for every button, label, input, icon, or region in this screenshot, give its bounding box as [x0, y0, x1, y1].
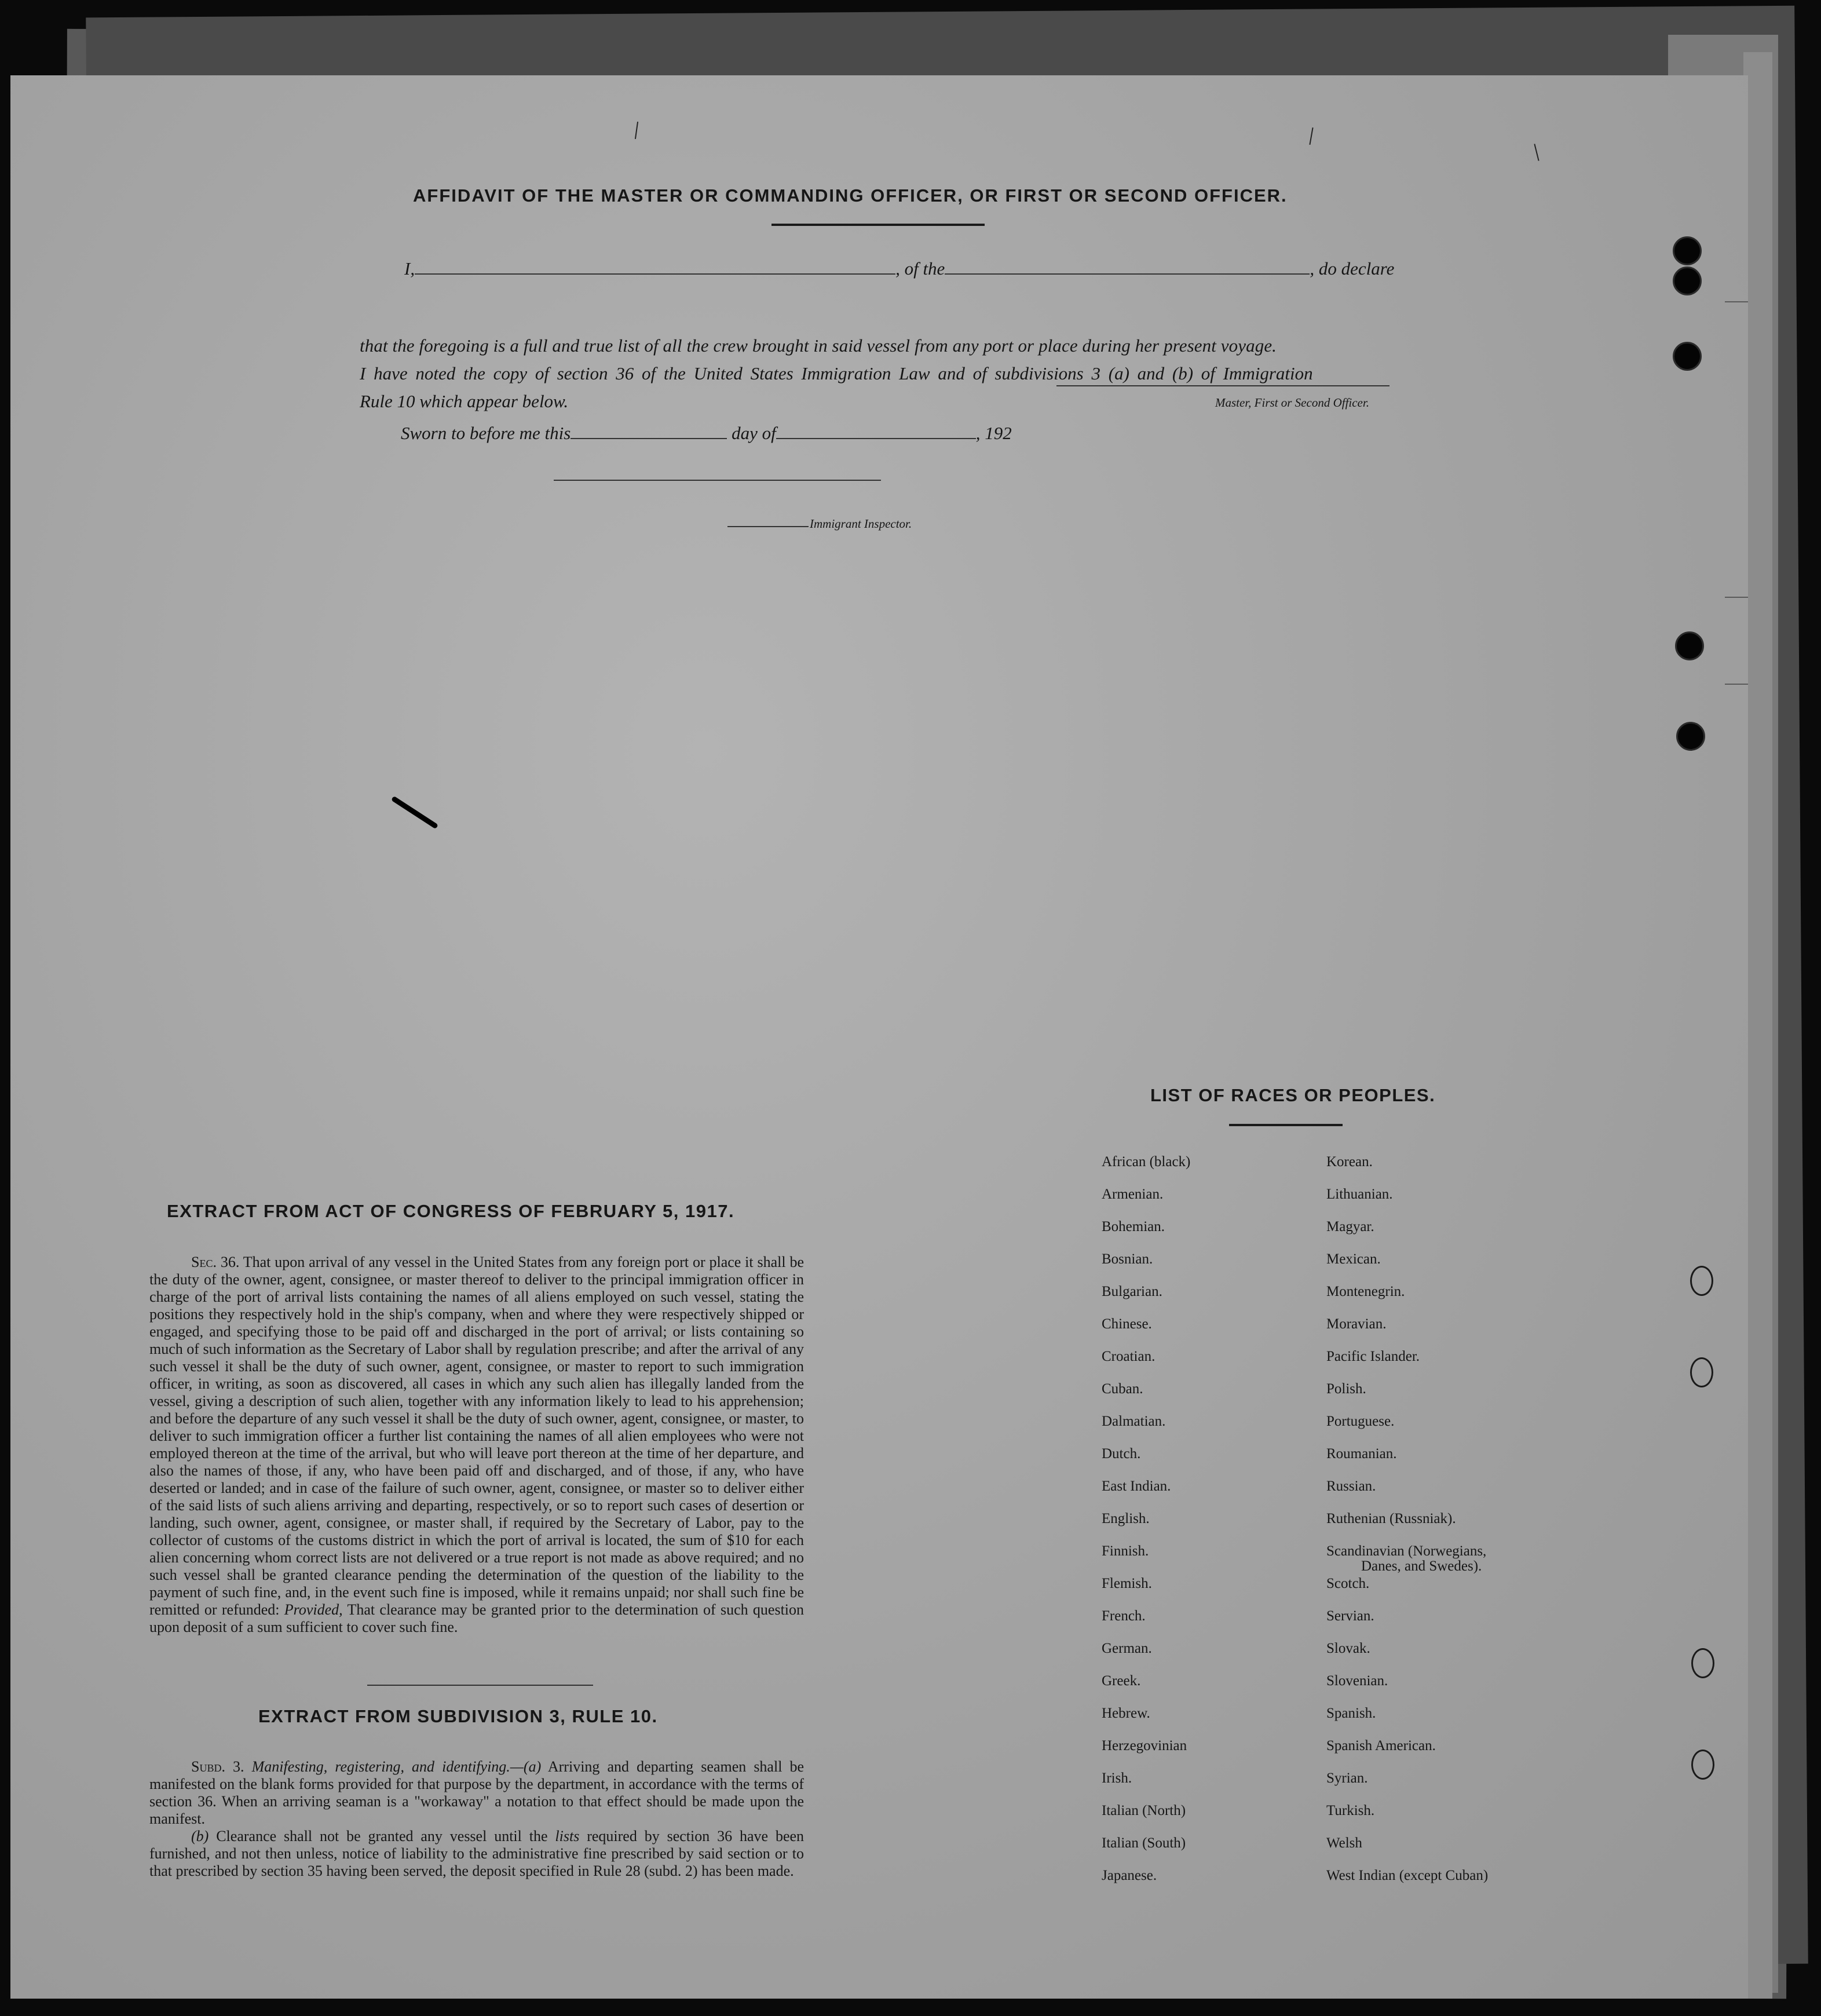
- binder-hole-3: [1673, 342, 1702, 371]
- subd-b-text-2: required by section 36 have been furnished, and not then unless, notice of liability to the administrative fine prescribed by said section or to that prescribed by section 35 having been served, the deposit specified in Rule 28 (subd. 2) has been made.: [149, 1828, 805, 1879]
- race-item: Moravian.: [1326, 1316, 1387, 1332]
- subd-b-text-1: Clearance shall not be granted any vessel until the: [216, 1828, 548, 1845]
- binder-hole-5: [1676, 722, 1705, 751]
- race-item: Russian.: [1326, 1478, 1376, 1494]
- race-item: West Indian (except Cuban): [1326, 1868, 1489, 1883]
- race-item: Ruthenian (Russniak).: [1326, 1511, 1456, 1526]
- sworn-month-field[interactable]: [776, 426, 976, 439]
- race-item: Chinese.: [1102, 1316, 1152, 1332]
- race-item: Spanish American.: [1326, 1738, 1436, 1754]
- document-page: [10, 75, 1748, 1999]
- races-title: LIST OF RACES OR PEOPLES.: [1150, 1085, 1436, 1105]
- subd-a-text: Arriving and departing seamen shall be manifested on the blank forms provided for that purpose by the department, in accordance with the terms of section 36. When an arriving seaman is a "workaway" a notation to that effect should be made upon the manifest.: [149, 1758, 805, 1827]
- race-item: Syrian.: [1326, 1770, 1368, 1786]
- race-item: Greek.: [1102, 1673, 1141, 1689]
- provided-word: Provided,: [284, 1601, 343, 1618]
- race-item: Finnish.: [1102, 1543, 1149, 1559]
- race-item: Slovak.: [1326, 1641, 1370, 1656]
- ring-hole-1: [1690, 1266, 1713, 1296]
- subd-label: Subd. 3.: [191, 1758, 244, 1775]
- scratch-mark: [1534, 144, 1539, 161]
- race-item: Servian.: [1326, 1608, 1374, 1624]
- lists-word: lists: [555, 1828, 580, 1845]
- sworn-year: , 192: [975, 423, 1012, 443]
- race-item: Scandinavian (Norwegians,: [1326, 1543, 1487, 1559]
- race-item: Dutch.: [1102, 1446, 1141, 1462]
- race-item: Portuguese.: [1326, 1414, 1395, 1429]
- races-title-rule: [1229, 1124, 1343, 1126]
- ring-hole-4: [1691, 1750, 1714, 1780]
- race-item: Korean.: [1326, 1154, 1373, 1170]
- race-item: Bulgarian.: [1102, 1284, 1162, 1299]
- page-edge-line: [1725, 684, 1748, 685]
- race-item: Turkish.: [1326, 1803, 1375, 1818]
- subd-b-label: (b): [191, 1828, 209, 1845]
- sworn-line: [401, 423, 1012, 444]
- race-item: Spanish.: [1326, 1705, 1376, 1721]
- of-the-label: , of the: [895, 258, 945, 279]
- subd-heading: Manifesting, registering, and identifying.—(a): [251, 1758, 542, 1775]
- race-item: Bohemian.: [1102, 1219, 1165, 1235]
- race-item: Croatian.: [1102, 1349, 1156, 1364]
- declarant-name-field[interactable]: [415, 262, 895, 275]
- scratch-mark: [1309, 127, 1313, 145]
- affidavit-title: AFFIDAVIT OF THE MASTER OR COMMANDING OFFICER, OR FIRST OR SECOND OFFICER.: [413, 185, 1288, 206]
- race-item: Irish.: [1102, 1770, 1132, 1786]
- section-36-label: Sec. 36.: [191, 1254, 240, 1270]
- master-signature-line[interactable]: [1056, 385, 1389, 386]
- ring-hole-2: [1690, 1357, 1713, 1387]
- binder-hole-1: [1673, 236, 1702, 265]
- race-item: Flemish.: [1102, 1576, 1152, 1591]
- race-item: Roumanian.: [1326, 1446, 1397, 1462]
- race-item: Mexican.: [1326, 1251, 1381, 1267]
- race-item: Italian (North): [1102, 1803, 1186, 1818]
- section-36-text: [149, 1254, 804, 1636]
- race-item: African (black): [1102, 1154, 1191, 1170]
- race-item: Slovenian.: [1326, 1673, 1388, 1689]
- extract-divider: [367, 1685, 593, 1686]
- act-extract-title: EXTRACT FROM ACT OF CONGRESS OF FEBRUARY 5, 1917.: [167, 1201, 735, 1221]
- sworn-day-of: day of: [732, 423, 776, 443]
- inspector-caption: Immigrant Inspector.: [810, 517, 912, 531]
- rule-10-text: [149, 1758, 804, 1880]
- page-edge-line: [1725, 301, 1748, 302]
- race-item: Montenegrin.: [1326, 1284, 1405, 1299]
- declarant-line: [404, 258, 1394, 279]
- binder-hole-4: [1675, 631, 1704, 660]
- race-item: Italian (South): [1102, 1835, 1186, 1851]
- race-item: Lithuanian.: [1326, 1186, 1393, 1202]
- race-item: Herzegovinian: [1102, 1738, 1187, 1754]
- affidavit-body-line: that the foregoing is a full and true list of all the crew brought in said vessel from any port or place during her present voyage.: [360, 335, 1277, 356]
- race-item: English.: [1102, 1511, 1150, 1526]
- race-item: East Indian.: [1102, 1478, 1171, 1494]
- declarant-i-label: I,: [404, 258, 415, 279]
- race-item: Scotch.: [1326, 1576, 1370, 1591]
- race-item: German.: [1102, 1641, 1152, 1656]
- affidavit-body-line: Rule 10 which appear below.: [360, 391, 569, 411]
- sworn-day-field[interactable]: [571, 426, 727, 439]
- race-item: Japanese.: [1102, 1868, 1157, 1883]
- ring-hole-3: [1691, 1648, 1714, 1678]
- page-edge-line: [1725, 597, 1748, 598]
- pencil-mark: [391, 796, 438, 830]
- scratch-mark: [635, 122, 638, 139]
- race-item: Hebrew.: [1102, 1705, 1150, 1721]
- race-item: Bosnian.: [1102, 1251, 1153, 1267]
- sworn-prefix: Sworn to before me this: [401, 423, 571, 443]
- race-item: Dalmatian.: [1102, 1414, 1166, 1429]
- race-item: Pacific Islander.: [1326, 1349, 1420, 1364]
- race-item: Armenian.: [1102, 1186, 1164, 1202]
- race-item-continuation: Danes, and Swedes).: [1361, 1558, 1482, 1574]
- vessel-name-field[interactable]: [945, 262, 1310, 275]
- affidavit-title-rule: [771, 224, 985, 226]
- rule-extract-title: EXTRACT FROM SUBDIVISION 3, RULE 10.: [258, 1706, 658, 1726]
- race-item: French.: [1102, 1608, 1146, 1624]
- section-36-body: That upon arrival of any vessel in the United States from any foreign port or place it shall be the duty of the owner, agent, consignee, or master thereof to deliver to the principal immigration officer in charge of the port of arrival lists containing the names of all aliens employed on such vessel, stating the positions they respectively hold in the ship's company, when and where they were respectively shipped or engaged, and specifying those to be paid off and discharged in the port of arrival; or lists containing so much of such information as the Secretary of Labor shall by regulation prescribe; and after the arrival of any such vessel it shall be the duty of such owner, agent, consignee, or master to report to such immigration officer, in writing, as soon as discovered, all cases in which any such alien has illegally landed from the vessel, giving a description of such alien, together with any information likely to lead to his apprehension; and before the departure of any such vessel it shall be the duty of such owner, agent, consignee, or master, to deliver to such immigration officer a further list containing the names of all alien employees who were not employed thereon at the time of the arrival, but who will leave port thereon at the time of her departure, and also the names of those, if any, who have been paid off and discharged, and of those, if any, who have deserted or landed; and in case of the failure of such owner, agent, consignee, or master so to deliver either of the said lists of such aliens arriving and departing, respectively, or so to report such cases of desertion or landing, such owner, agent, consignee, or master shall, if required by the Secretary of Labor, pay to the collector of customs of the customs district in which the port of arrival is located, the sum of $10 for each alien concerning whom correct lists are not delivered or a true report is not made as above required; and no such vessel shall be granted clearance pending the determination of the question of the liability to the payment of such fine, and, in the event such fine is imposed, while it remains unpaid; nor shall such fine be remitted or refunded:: [149, 1254, 804, 1618]
- race-item: Polish.: [1326, 1381, 1366, 1397]
- race-item: Magyar.: [1326, 1219, 1374, 1235]
- race-item: Cuban.: [1102, 1381, 1143, 1397]
- race-item: Welsh: [1326, 1835, 1362, 1851]
- inspector-signature-line[interactable]: [727, 526, 809, 527]
- do-declare-label: , do declare: [1310, 258, 1395, 279]
- master-signature-caption: Master, First or Second Officer.: [1215, 396, 1369, 410]
- affidavit-body-line: I have noted the copy of section 36 of the United States Immigration Law and of subdivisions 3 (a) and (b) of Immigration: [360, 363, 1313, 384]
- section-36-body-end: That clearance may be granted prior to the determination of such question upon deposit of a sum sufficient to cover such fine.: [149, 1601, 805, 1635]
- notary-signature-line[interactable]: [554, 480, 881, 481]
- binder-hole-2: [1673, 266, 1702, 295]
